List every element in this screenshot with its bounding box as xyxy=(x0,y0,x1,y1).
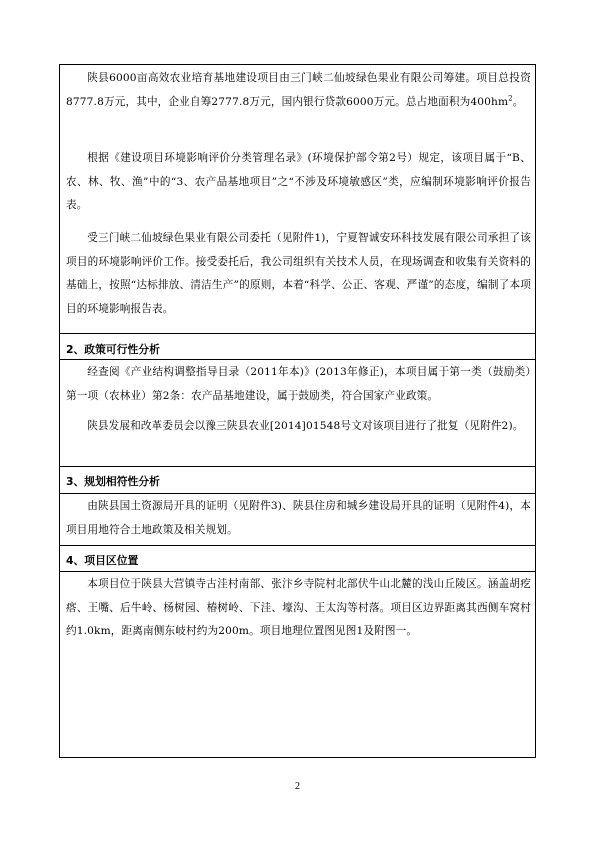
paragraph-project-overview: 陕县6000亩高效农业培育基地建设项目由三门峡二仙坡绿色果业有限公司筹建。项目总投资8777.8万元，其中，企业自筹2777.8万元，国内银行贷款6000万元。总占地面积为$400hm^2$。 xyxy=(66,72,531,108)
section-heading-location: 4、项目区位置 xyxy=(66,554,139,567)
divider xyxy=(60,333,535,334)
divider xyxy=(60,493,535,494)
paragraph-approval: 陕县发展和改革委员会以豫三陕县农业[2014]01548号文对该项目进行了批复（见附件2)。 xyxy=(87,420,524,432)
paragraph-classification: 根据《建设项目环境影响评价分类管理名录》(环境保护部令第2号）规定，该项目属于“B、农、林、牧、渔”中的“3、农产品基地项目”之“不涉及环境敏感区”类，应编制环境影响评价报告表。 xyxy=(66,152,531,211)
paragraph-commission: 受三门峡二仙坡绿色果业有限公司委托（见附件1)，宁夏智诚安环科技发展有限公司承担了该项目的环境影响评价工作。接受委托后，我公司组织有关技术人员，在现场调查和收集有关资料的基础上，按照“达标排放、清洁生产”的原则，本着“科学、公正、客观、严谨”的态度，编制了本项目的环境影响报告表。 xyxy=(66,232,531,315)
divider xyxy=(60,571,535,572)
paragraph-policy: 经查阅《产业结构调整指导目录（2011年本)》(2013年修正)，本项目属于第一类（鼓励类）第一项（农林业）第2条：农产品基地建设，属于鼓励类，符合国家产业政策。 xyxy=(66,366,531,402)
divider xyxy=(60,466,535,467)
content-frame xyxy=(59,64,536,758)
divider xyxy=(60,359,535,360)
page-number: 2 xyxy=(295,781,300,792)
divider xyxy=(60,545,535,546)
paragraph-location: 本项目位于陕县大营镇寺古洼村南部、张汴乡寺院村北部伏牛山北麓的浅山丘陵区。涵盖胡疙瘩、王嘴、后牛岭、杨树园、椿树岭、下洼、壕沟、王太沟等村落。项目区边界距离其西侧车窝村约1.0km，距离南侧东岐村约为200m。项目地理位置图见图1及附图一。 xyxy=(66,578,531,637)
section-heading-planning: 3、规划相符性分析 xyxy=(66,475,160,488)
section-heading-policy: 2、政策可行性分析 xyxy=(66,343,160,356)
paragraph-planning: 由陕县国土资源局开具的证明（见附件3)、陕县住房和城乡建设局开具的证明（见附件4)，本项目用地符合土地政策及相关规划。 xyxy=(66,500,531,536)
